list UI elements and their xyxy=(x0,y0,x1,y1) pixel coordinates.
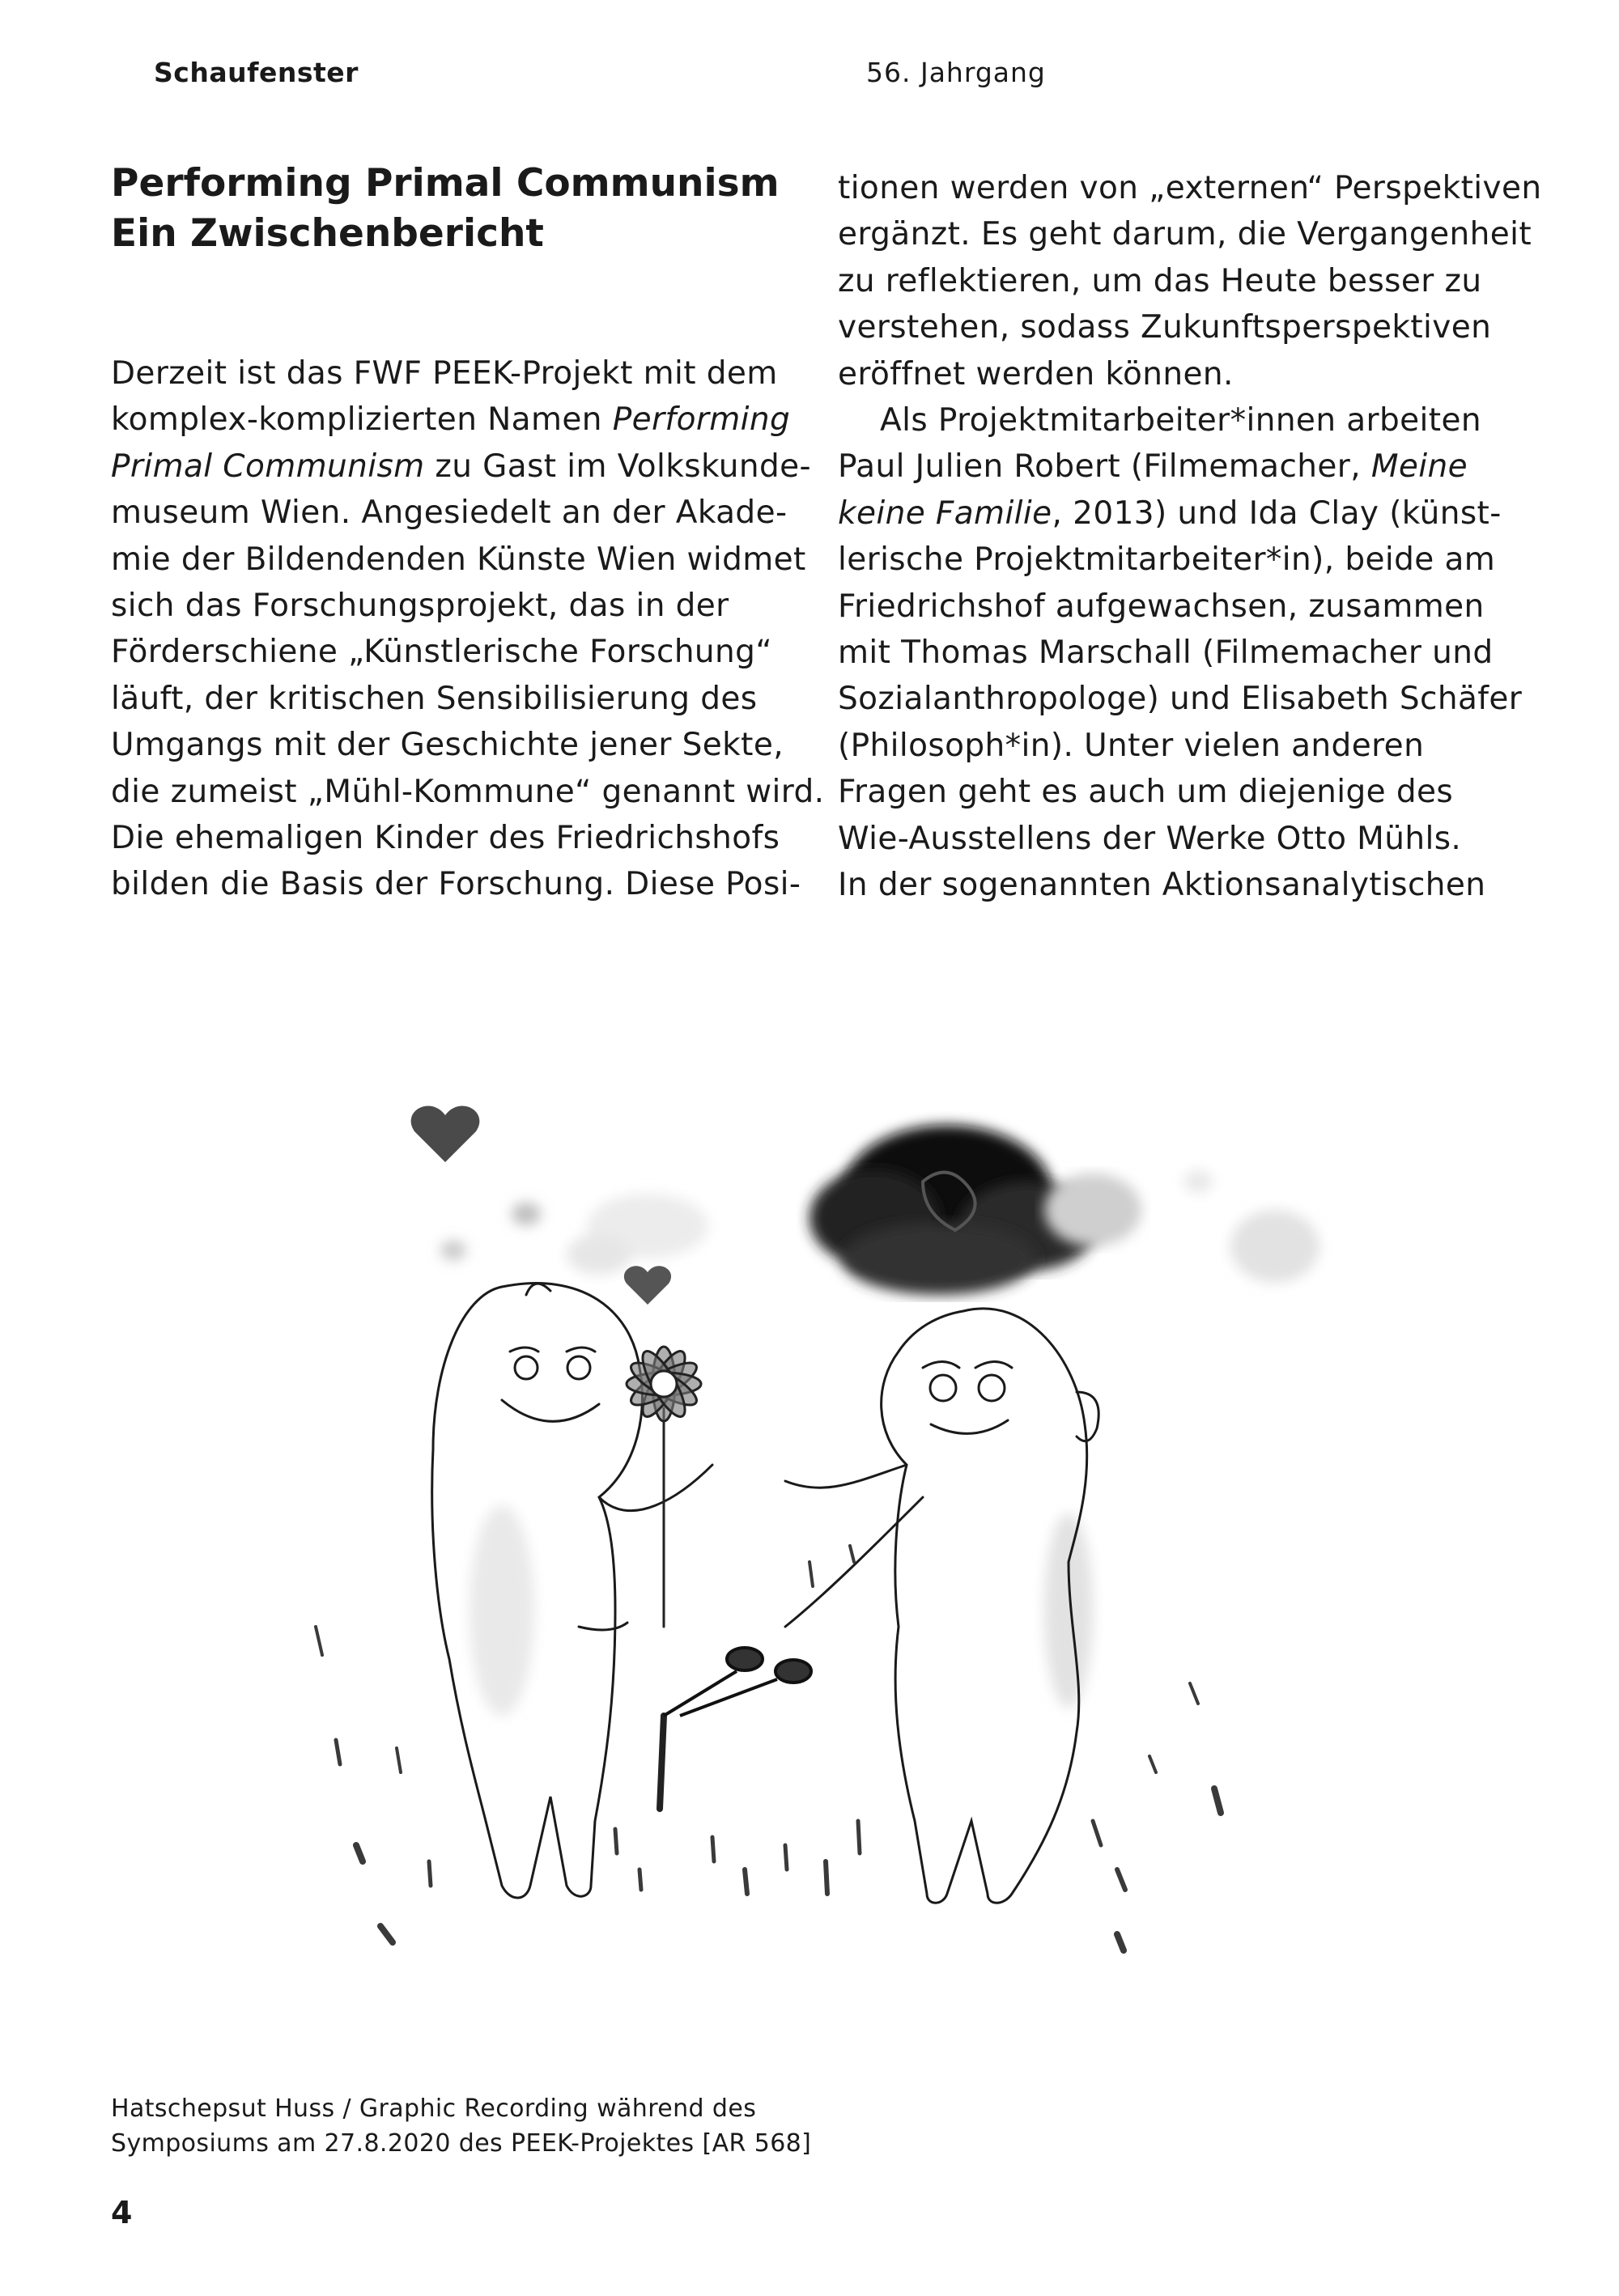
scissors-icon xyxy=(664,1648,811,1716)
body-line: mie der Bildendenden Künste Wien widmet xyxy=(111,541,806,578)
title-line-1: Performing Primal Communism xyxy=(111,161,780,206)
film-title-italic: Meine xyxy=(1370,448,1468,486)
film-title-italic: keine Familie xyxy=(838,494,1052,532)
caption-line-2: Symposiums am 27.8.2020 des PEEK-Projektes [AR 568] xyxy=(111,2129,812,2158)
body-line: bilden die Basis der Forschung. Diese Posi- xyxy=(111,866,801,903)
body-line: museum Wien. Angesiedelt an der Akade- xyxy=(111,494,788,532)
page-number: 4 xyxy=(111,2195,133,2230)
title-line-2: Ein Zwischenbericht xyxy=(111,211,544,256)
body-line: Fragen geht es auch um diejenige des xyxy=(838,774,1454,811)
project-title-italic: Performing xyxy=(612,401,791,439)
body-column-right xyxy=(838,165,1542,909)
body-line: tionen werden von „externen“ Perspektiven xyxy=(838,170,1542,206)
heart-icon xyxy=(411,1106,480,1162)
body-line: läuft, der kritischen Sensibilisierung des xyxy=(111,680,758,717)
body-text: Paul Julien Robert (Filmemacher, xyxy=(838,448,1371,486)
body-line: eröffnet werden können. xyxy=(838,355,1234,393)
body-line: Wie-Ausstellens der Werke Otto Mühls. xyxy=(838,820,1462,857)
body-column-left xyxy=(111,350,825,908)
flower xyxy=(626,1346,702,1809)
body-line: verstehen, sodass Zukunftsperspektiven xyxy=(838,309,1492,346)
article-title xyxy=(111,159,815,259)
project-title-italic: Primal Communism xyxy=(111,448,425,485)
body-line: (Philosoph*in). Unter vielen anderen xyxy=(838,727,1425,764)
body-line: In der sogenannten Aktionsanalytischen xyxy=(838,867,1486,904)
body-line xyxy=(838,443,1534,490)
figure-caption xyxy=(111,2091,811,2161)
body-line: Die ehemaligen Kinder des Friedrichshofs xyxy=(111,820,780,857)
body-line: lerische Projektmitarbeiter*in), beide am xyxy=(838,541,1496,579)
issue-label: 56. Jahrgang xyxy=(866,57,1046,88)
body-line: mit Thomas Marschall (Filmemacher und xyxy=(838,634,1494,672)
body-line xyxy=(838,490,1534,537)
body-text: komplex-komplizierten Namen xyxy=(111,401,613,439)
body-line: die zumeist „Mühl-Kommune“ genannt wird. xyxy=(111,773,825,810)
body-line: sich das Forschungsprojekt, das in der xyxy=(111,588,729,625)
body-text: , 2013) und Ida Clay (künst- xyxy=(1052,494,1502,532)
ink-cloud xyxy=(810,1125,1141,1295)
graphic-recording-illustration xyxy=(259,1044,1344,2039)
body-text: zu Gast im Volkskunde- xyxy=(424,448,812,485)
body-line: zu reflektieren, um das Heute besser zu xyxy=(838,262,1482,299)
heart-icon xyxy=(624,1266,671,1305)
body-line: Umgangs mit der Geschichte jener Sekte, xyxy=(111,727,784,764)
body-line xyxy=(111,443,812,490)
body-line: Sozialanthropologe) und Elisabeth Schäfer xyxy=(838,681,1523,718)
section-label: Schaufenster xyxy=(154,57,359,88)
body-line: Förderschiene „Künstlerische Forschung“ xyxy=(111,634,772,671)
caption-line-1: Hatschepsut Huss / Graphic Recording während des xyxy=(111,2094,757,2123)
body-line: ergänzt. Es geht darum, die Vergangenheit xyxy=(838,216,1532,253)
body-line: Friedrichshof aufgewachsen, zusammen xyxy=(838,588,1485,625)
body-line xyxy=(111,397,807,443)
body-line: Als Projektmitarbeiter*innen arbeiten xyxy=(880,402,1481,439)
body-line: Derzeit ist das FWF PEEK-Projekt mit dem xyxy=(111,355,778,392)
